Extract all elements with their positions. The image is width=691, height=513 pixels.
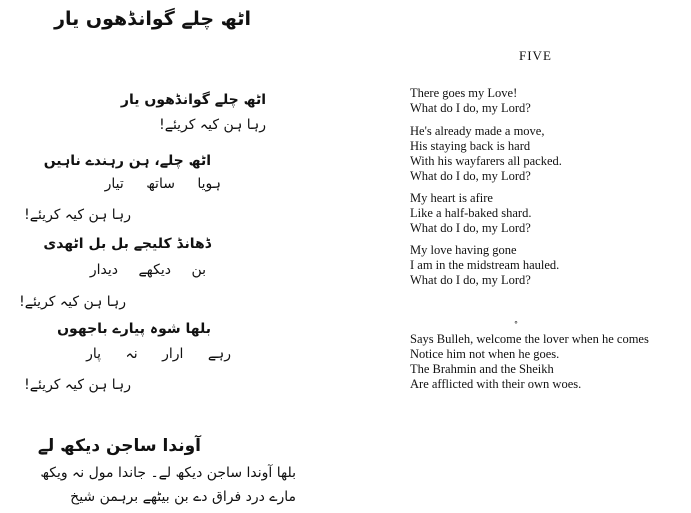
- urdu-closing-2: مارے درد فراق دے بن بیٹھے برہمن شیخ: [70, 489, 296, 505]
- urdu-line-11: رہا ہن کیہ کریئے!: [24, 377, 131, 393]
- urdu-title: اٹھ چلے گوانڈھوں یار: [54, 8, 251, 30]
- urdu-line-4: ہویا ساتھ تیار: [104, 176, 221, 192]
- section-title: FIVE: [519, 48, 552, 63]
- english-line: Are afflicted with their own woes.: [410, 377, 582, 391]
- urdu-closing-1: بلھا آوندا ساجن دیکھ لے۔ جاندا مول نہ ویکھ: [40, 465, 296, 481]
- english-stanza-4: [410, 243, 559, 288]
- urdu-line-9: بلھا شوہ پیارے باجھوں: [57, 321, 211, 337]
- english-line: I am in the midstream hauled.: [410, 258, 560, 272]
- english-stanza-3: [410, 191, 531, 236]
- urdu-line-5: رہا ہن کیہ کریئے!: [24, 207, 131, 223]
- english-line: What do I do, my Lord?: [410, 273, 531, 287]
- english-line: There goes my Love!: [410, 86, 518, 100]
- urdu-line-1: اٹھ چلے گوانڈھوں یار: [120, 92, 266, 108]
- english-stanza-2: [410, 124, 562, 184]
- english-line: With his wayfarers all packed.: [410, 154, 562, 168]
- english-line: What do I do, my Lord?: [410, 221, 531, 235]
- english-closing: [410, 332, 649, 392]
- english-line: My heart is afire: [410, 191, 493, 205]
- english-line: Like a half-baked shard.: [410, 206, 532, 220]
- urdu-line-10: رہے ارار نہ پار: [86, 346, 231, 362]
- english-line: What do I do, my Lord?: [410, 169, 531, 183]
- english-line: Notice him not when he goes.: [410, 347, 560, 361]
- english-line: The Brahmin and the Sheikh: [410, 362, 554, 376]
- urdu-line-3: اٹھ چلے، ہن رہندے ناہیں: [43, 153, 211, 169]
- english-line: He's already made a move,: [410, 124, 545, 138]
- english-stanza-1: [410, 86, 531, 116]
- english-line: My love having gone: [410, 243, 517, 257]
- urdu-line-8: رہا ہن کیہ کریئے!: [19, 294, 126, 310]
- urdu-line-7: بن دیکھے دیدار: [89, 262, 206, 278]
- urdu-line-6: ڈھانڈ کلیجے بل بل اٹھدی: [43, 236, 211, 252]
- print-speck: °: [514, 320, 518, 329]
- english-line: His staying back is hard: [410, 139, 531, 153]
- english-line: What do I do, my Lord?: [410, 101, 531, 115]
- english-line: Says Bulleh, welcome the lover when he comes: [410, 332, 649, 346]
- urdu-line-2: رہا ہن کیہ کریئے!: [159, 117, 266, 133]
- urdu-subtitle: آوندا ساجن دیکھ لے: [37, 436, 201, 456]
